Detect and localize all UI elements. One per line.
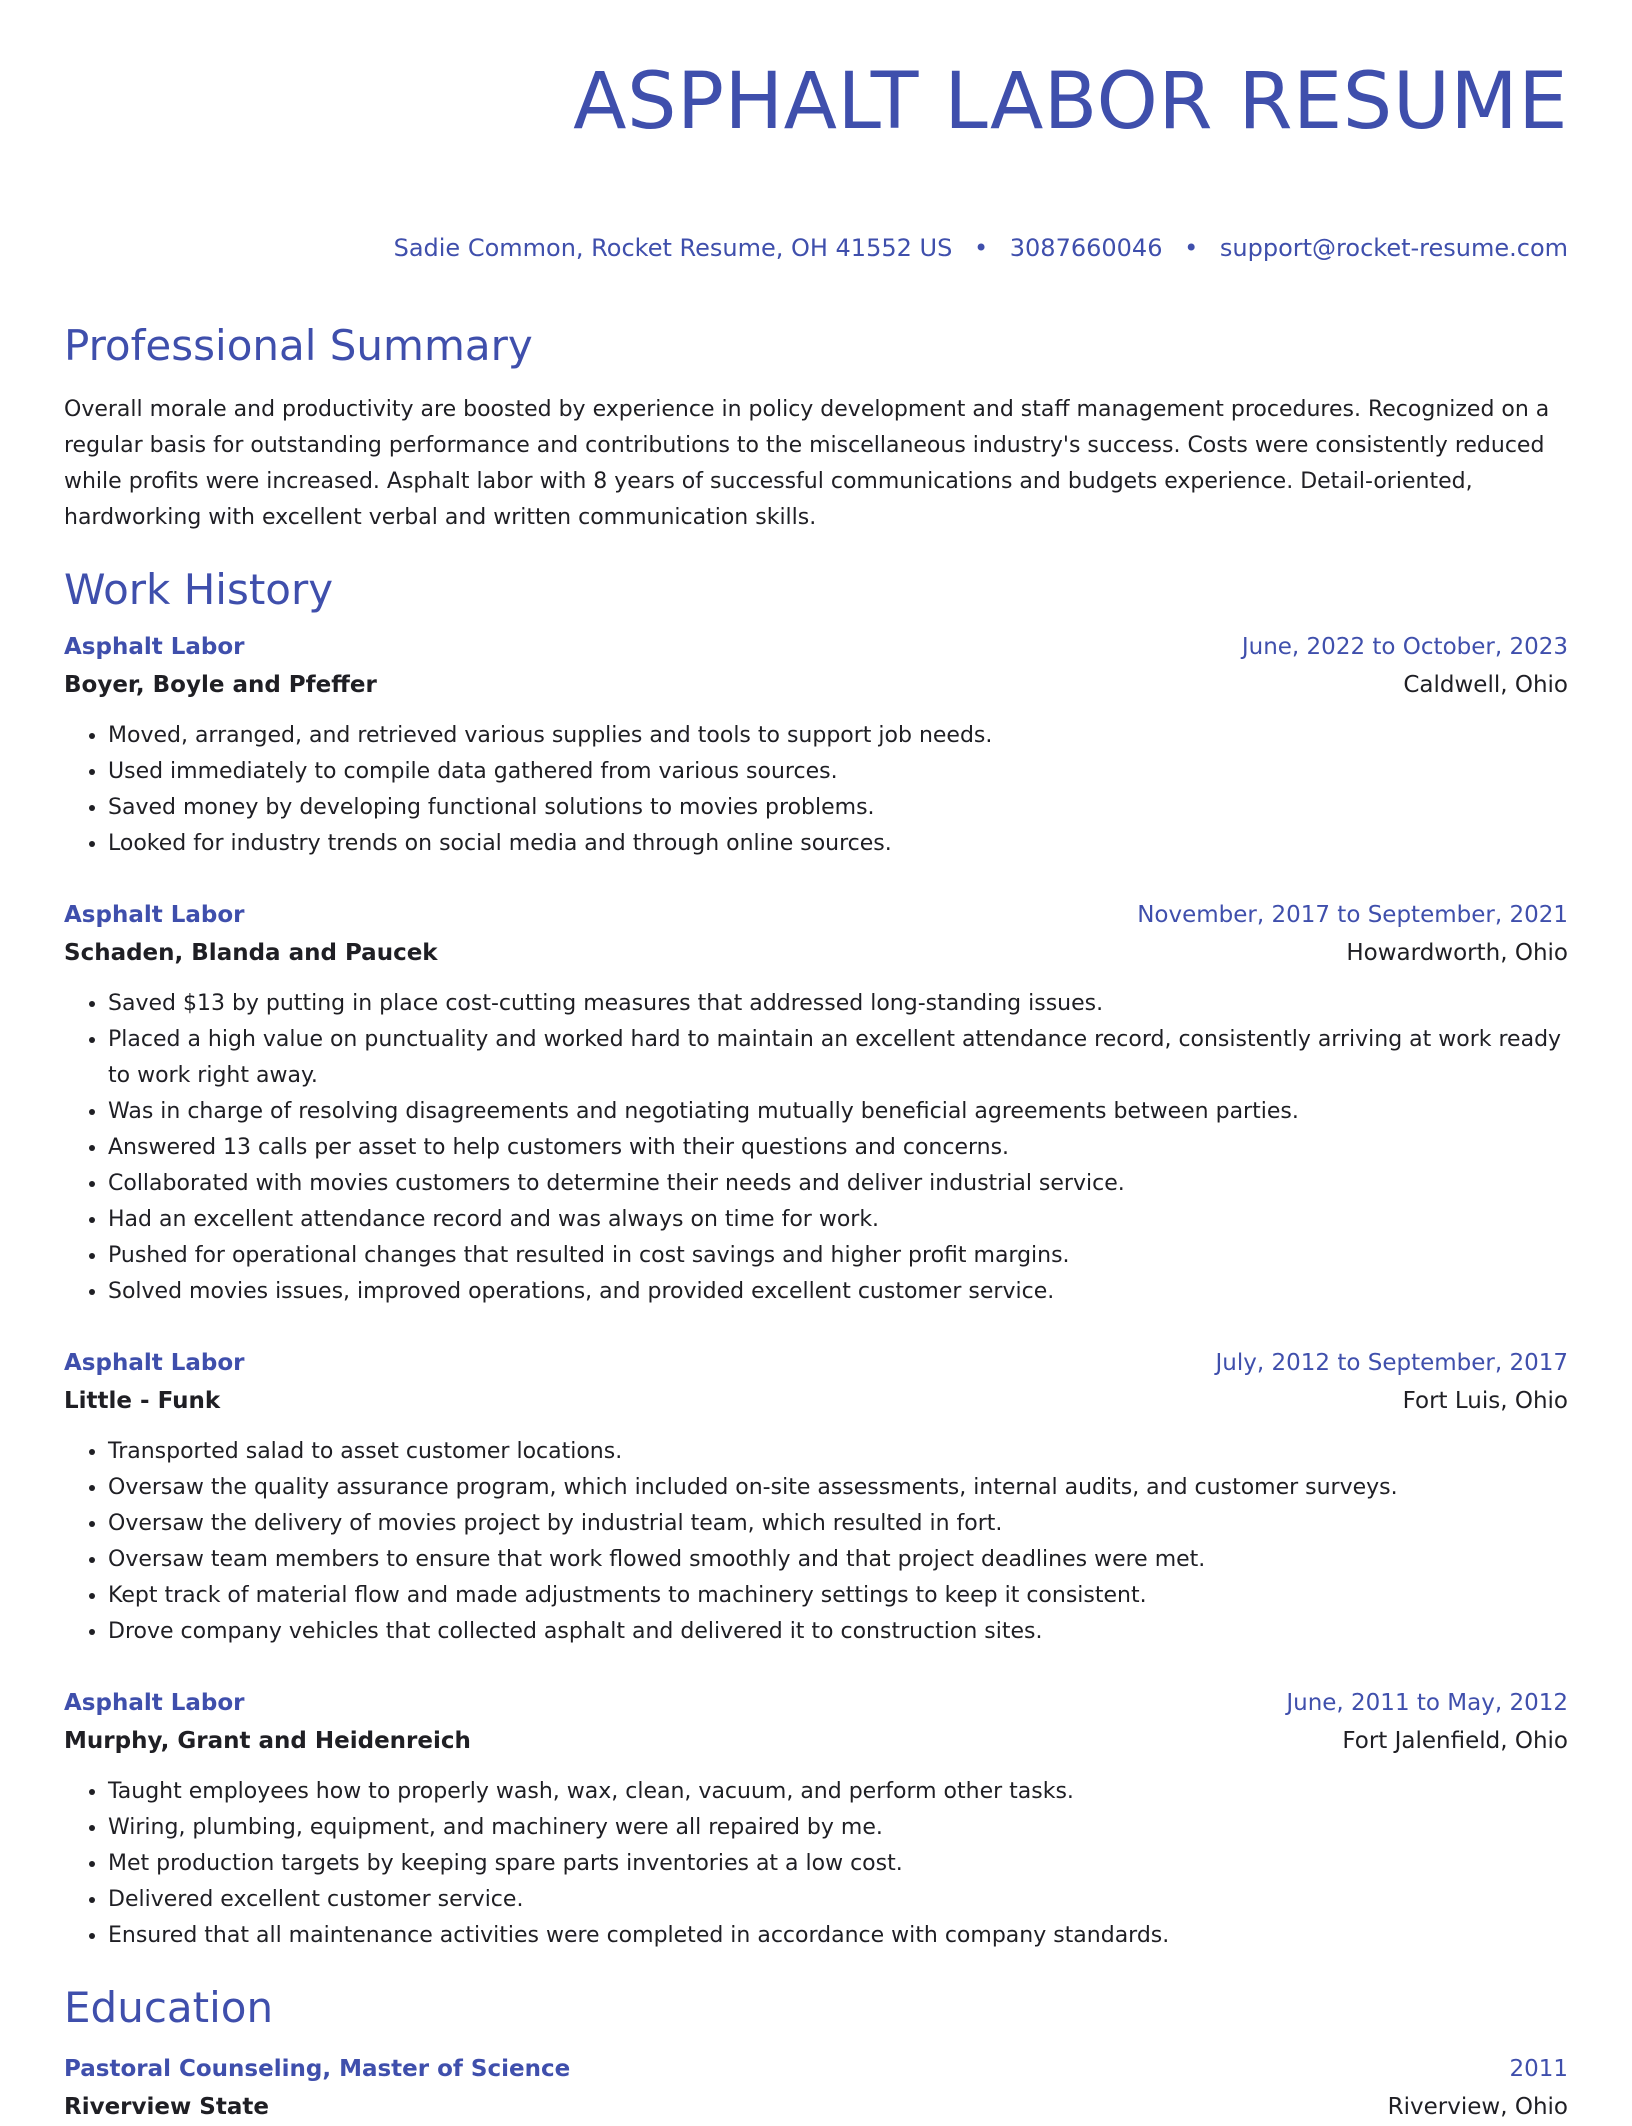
job-location: Howardworth, Ohio xyxy=(1346,940,1568,966)
job-title: Asphalt Labor xyxy=(64,634,245,660)
job-dates: November, 2017 to September, 2021 xyxy=(1137,902,1568,928)
job-bullet: • Placed a high value on punctuality and worked hard to maintain an excellent attendance record, consistently arriving at work ready to work right away. xyxy=(108,1022,1568,1094)
contact-line xyxy=(64,232,1568,264)
job-entry xyxy=(64,1684,1568,1954)
job-location: Caldwell, Ohio xyxy=(1403,672,1568,698)
job-bullet: • Taught employees how to properly wash, wax, clean, vacuum, and perform other tasks. xyxy=(108,1774,1568,1810)
job-bullet: • Oversaw team members to ensure that work flowed smoothly and that project deadlines were met. xyxy=(108,1542,1568,1578)
job-bullet: • Solved movies issues, improved operations, and provided excellent customer service. xyxy=(108,1274,1568,1310)
summary-text: Overall morale and productivity are boosted by experience in policy development and staff management procedures. Recognized on a regular basis for outstanding performance and contributions to the miscellaneous industry's success. Costs were consistently reduced while profits were increased. Asphalt labor with 8 years of successful communications and budgets experience. Detail-oriented, hardworking with excellent verbal and written communication skills. xyxy=(64,397,1550,530)
job-bullet: • Oversaw the delivery of movies project by industrial team, which resulted in fort. xyxy=(108,1506,1568,1542)
job-bullet: • Ensured that all maintenance activities were completed in accordance with company standards. xyxy=(108,1918,1568,1954)
job-bullet: • Used immediately to compile data gathered from various sources. xyxy=(108,754,1568,790)
job-bullet: • Met production targets by keeping spare parts inventories at a low cost. xyxy=(108,1846,1568,1882)
education-entry xyxy=(64,2050,1568,2126)
education-location: Riverview, Ohio xyxy=(1387,2094,1568,2120)
job-bullet: • Saved money by developing functional solutions to movies problems. xyxy=(108,790,1568,826)
education-year: 2011 xyxy=(1509,2056,1568,2082)
job-bullet: • Wiring, plumbing, equipment, and machinery were all repaired by me. xyxy=(108,1810,1568,1846)
job-company: Boyer, Boyle and Pfeffer xyxy=(64,672,377,698)
education-heading: Education xyxy=(64,1983,274,2032)
job-bullets xyxy=(64,986,1568,1310)
job-bullet: • Delivered excellent customer service. xyxy=(108,1882,1568,1918)
job-location: Fort Jalenfield, Ohio xyxy=(1342,1728,1568,1754)
contact-separator: • xyxy=(1184,234,1199,262)
summary-heading: Professional Summary xyxy=(64,321,533,370)
job-bullet: • Kept track of material flow and made adjustments to machinery settings to keep it consistent. xyxy=(108,1578,1568,1614)
job-bullet: • Was in charge of resolving disagreements and negotiating mutually beneficial agreements between parties. xyxy=(108,1094,1568,1130)
work-history-heading: Work History xyxy=(64,565,334,614)
job-title: Asphalt Labor xyxy=(64,1690,245,1716)
job-bullet: • Transported salad to asset customer locations. xyxy=(108,1434,1568,1470)
job-title: Asphalt Labor xyxy=(64,1350,245,1376)
job-entry xyxy=(64,896,1568,1310)
job-bullet: • Had an excellent attendance record and was always on time for work. xyxy=(108,1202,1568,1238)
contact-separator: • xyxy=(973,234,989,262)
job-company: Murphy, Grant and Heidenreich xyxy=(64,1728,471,1754)
job-bullet: • Pushed for operational changes that resulted in cost savings and higher profit margins. xyxy=(108,1238,1568,1274)
job-company: Schaden, Blanda and Paucek xyxy=(64,940,438,966)
job-bullets xyxy=(64,1774,1568,1954)
contact-phone: 3087660046 xyxy=(1009,234,1163,262)
job-bullets xyxy=(64,718,1568,862)
education-school: Riverview State xyxy=(64,2094,269,2120)
job-bullet: • Drove company vehicles that collected asphalt and delivered it to construction sites. xyxy=(108,1614,1568,1650)
job-bullet: • Looked for industry trends on social media and through online sources. xyxy=(108,826,1568,862)
job-dates: July, 2012 to September, 2017 xyxy=(1215,1350,1568,1376)
job-dates: June, 2022 to October, 2023 xyxy=(1241,634,1568,660)
job-bullet: • Answered 13 calls per asset to help customers with their questions and concerns. xyxy=(108,1130,1568,1166)
job-bullet: • Moved, arranged, and retrieved various supplies and tools to support job needs. xyxy=(108,718,1568,754)
job-dates: June, 2011 to May, 2012 xyxy=(1286,1690,1568,1716)
resume-title: ASPHALT LABOR RESUME xyxy=(573,57,1568,147)
contact-address: Sadie Common, Rocket Resume, OH 41552 US xyxy=(393,234,953,262)
education-degree: Pastoral Counseling, Master of Science xyxy=(64,2056,571,2082)
job-entry xyxy=(64,628,1568,862)
job-location: Fort Luis, Ohio xyxy=(1402,1388,1568,1414)
contact-email: support@rocket-resume.com xyxy=(1219,234,1568,262)
job-entry xyxy=(64,1344,1568,1650)
job-bullet: • Saved $13 by putting in place cost-cutting measures that addressed long-standing issues. xyxy=(108,986,1568,1022)
job-bullet: • Collaborated with movies customers to determine their needs and deliver industrial service. xyxy=(108,1166,1568,1202)
job-bullets xyxy=(64,1434,1568,1650)
job-title: Asphalt Labor xyxy=(64,902,245,928)
job-bullet: • Oversaw the quality assurance program, which included on-site assessments, internal audits, and customer surveys. xyxy=(108,1470,1568,1506)
job-company: Little - Funk xyxy=(64,1388,221,1414)
